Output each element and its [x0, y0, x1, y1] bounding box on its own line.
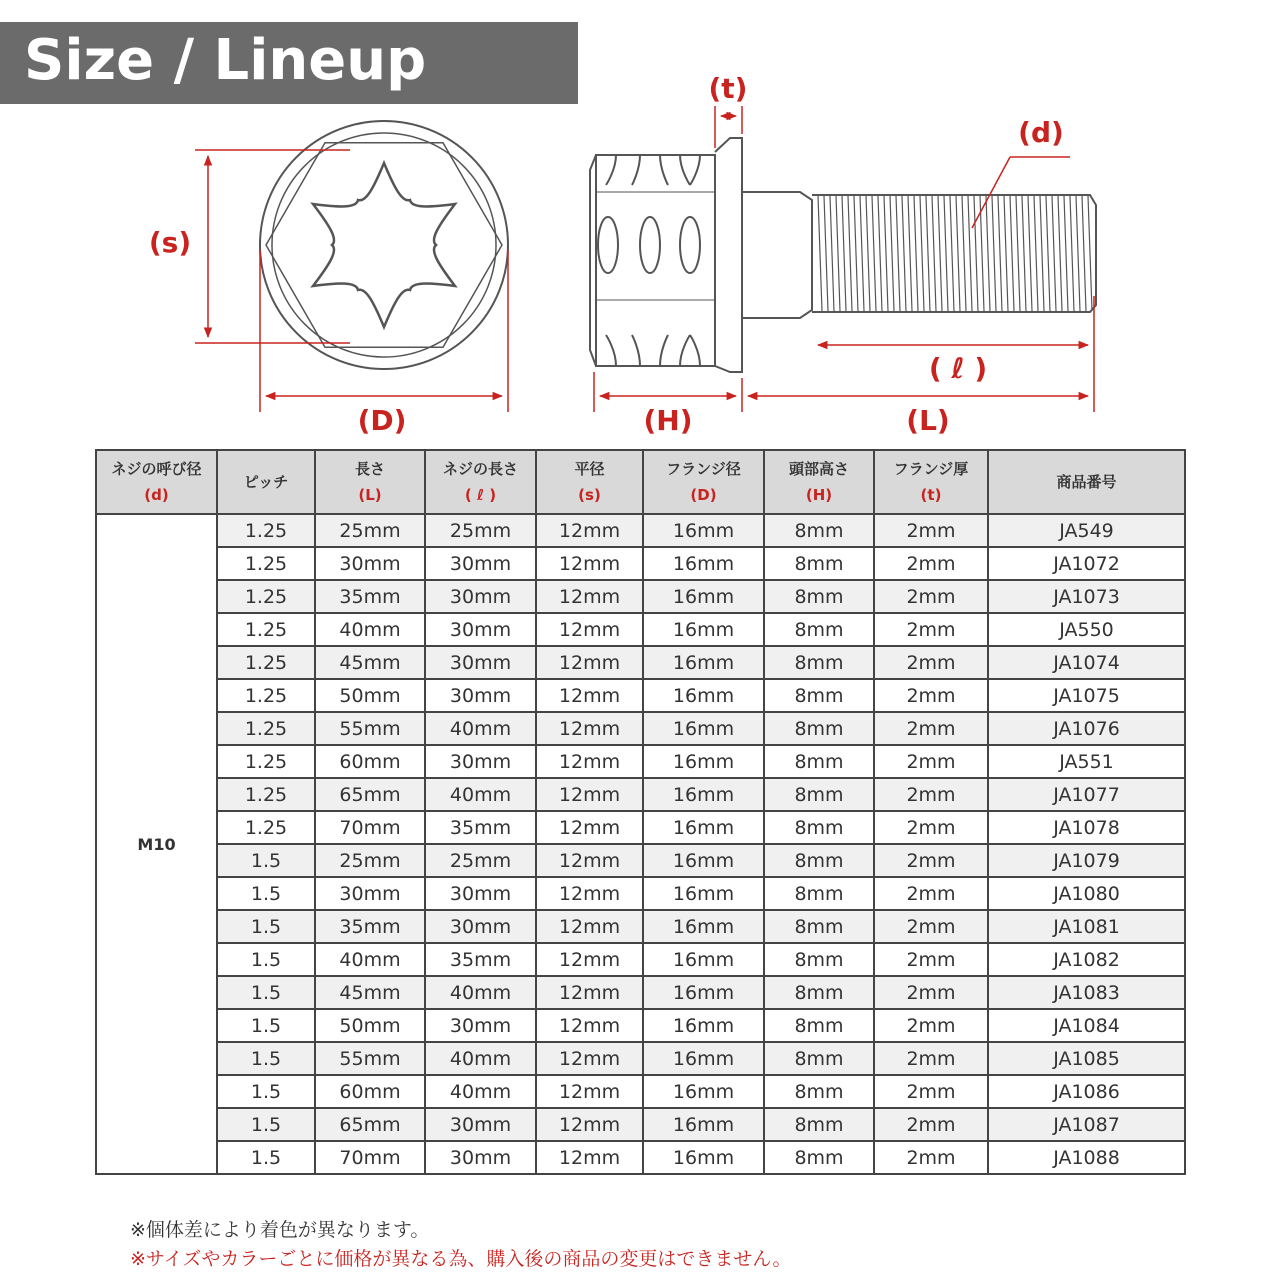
column-header-symbol: (t)	[920, 486, 942, 504]
table-cell: 16mm	[643, 547, 764, 580]
table-cell: 1.5	[217, 1042, 315, 1075]
table-cell: 12mm	[536, 811, 643, 844]
table-row	[96, 910, 1185, 943]
table-row	[96, 1108, 1185, 1141]
d-label: (d)	[1018, 116, 1064, 149]
bolt-side-view	[590, 138, 1096, 372]
table-cell: 1.5	[217, 1075, 315, 1108]
table-cell: 2mm	[874, 679, 988, 712]
note-color-variation: ※個体差により着色が異なります。	[130, 1219, 430, 1241]
table-cell: 12mm	[536, 778, 643, 811]
table-cell: 30mm	[425, 679, 536, 712]
table-cell: 30mm	[425, 547, 536, 580]
table-cell: 1.25	[217, 712, 315, 745]
table-cell: JA1082	[988, 943, 1185, 976]
column-header-label: 長さ	[354, 460, 385, 478]
table-row	[96, 811, 1185, 844]
table-row	[96, 514, 1185, 547]
table-cell: 70mm	[315, 811, 425, 844]
table-cell: 8mm	[764, 646, 874, 679]
table-cell: 55mm	[315, 1042, 425, 1075]
table-cell: JA1075	[988, 679, 1185, 712]
table-cell: 8mm	[764, 778, 874, 811]
table-cell: 8mm	[764, 547, 874, 580]
table-cell: 8mm	[764, 613, 874, 646]
table-row	[96, 745, 1185, 778]
table-cell: 8mm	[764, 976, 874, 1009]
column-header-label: 頭部高さ	[788, 460, 849, 478]
table-cell: 35mm	[315, 910, 425, 943]
table-cell: 12mm	[536, 1075, 643, 1108]
spec-table	[95, 449, 1186, 1175]
table-cell: 2mm	[874, 646, 988, 679]
s-label: (s)	[148, 226, 192, 259]
table-cell: 12mm	[536, 943, 643, 976]
table-cell: 1.5	[217, 1009, 315, 1042]
column-header-label: フランジ径	[666, 460, 741, 478]
table-cell: 2mm	[874, 514, 988, 547]
table-cell: JA1088	[988, 1141, 1185, 1174]
table-cell: 8mm	[764, 712, 874, 745]
column-header-symbol: ( ℓ )	[464, 486, 497, 504]
table-cell: JA1083	[988, 976, 1185, 1009]
column-header-symbol: (d)	[144, 486, 169, 504]
table-row	[96, 1009, 1185, 1042]
table-cell: 2mm	[874, 745, 988, 778]
table-cell: 30mm	[425, 745, 536, 778]
table-cell: 1.25	[217, 646, 315, 679]
table-cell: 2mm	[874, 1075, 988, 1108]
table-cell: 12mm	[536, 1042, 643, 1075]
table-cell: 60mm	[315, 1075, 425, 1108]
table-cell: 16mm	[643, 580, 764, 613]
table-row	[96, 1042, 1185, 1075]
table-cell: JA1080	[988, 877, 1185, 910]
table-cell: 8mm	[764, 1042, 874, 1075]
table-cell: 30mm	[425, 1141, 536, 1174]
table-cell: 65mm	[315, 1108, 425, 1141]
column-header-label: ネジの長さ	[442, 460, 518, 478]
table-cell: JA1079	[988, 844, 1185, 877]
table-cell: 16mm	[643, 613, 764, 646]
column-header-symbol: (D)	[690, 486, 717, 504]
table-cell: 16mm	[643, 877, 764, 910]
table-cell: 12mm	[536, 514, 643, 547]
L-label: (L)	[906, 404, 950, 437]
table-cell: 16mm	[643, 679, 764, 712]
table-cell: 2mm	[874, 613, 988, 646]
table-cell: 12mm	[536, 877, 643, 910]
table-cell: JA549	[988, 514, 1185, 547]
table-cell: 16mm	[643, 1108, 764, 1141]
bolt-top-view	[260, 121, 508, 369]
table-cell: 65mm	[315, 778, 425, 811]
table-row	[96, 646, 1185, 679]
table-cell: 30mm	[425, 613, 536, 646]
table-cell: 1.5	[217, 877, 315, 910]
table-cell: 16mm	[643, 976, 764, 1009]
table-cell: 30mm	[425, 1009, 536, 1042]
table-cell: 8mm	[764, 910, 874, 943]
table-row	[96, 976, 1185, 1009]
table-cell: 25mm	[425, 844, 536, 877]
table-cell: 2mm	[874, 910, 988, 943]
table-row	[96, 613, 1185, 646]
notes	[130, 1216, 792, 1274]
table-cell: 1.5	[217, 910, 315, 943]
table-cell: 1.25	[217, 778, 315, 811]
table-cell: JA1084	[988, 1009, 1185, 1042]
table-cell: 12mm	[536, 679, 643, 712]
table-row	[96, 547, 1185, 580]
table-cell: 50mm	[315, 1009, 425, 1042]
table-cell: 40mm	[425, 1075, 536, 1108]
table-cell: 8mm	[764, 943, 874, 976]
table-cell: 70mm	[315, 1141, 425, 1174]
t-dimension	[715, 106, 742, 148]
table-cell: 16mm	[643, 514, 764, 547]
table-cell: JA551	[988, 745, 1185, 778]
table-cell: 12mm	[536, 1108, 643, 1141]
table-cell: JA1086	[988, 1075, 1185, 1108]
table-cell: 16mm	[643, 778, 764, 811]
table-row	[96, 580, 1185, 613]
table-cell: 1.5	[217, 976, 315, 1009]
table-cell: 8mm	[764, 745, 874, 778]
table-row	[96, 877, 1185, 910]
table-cell: 2mm	[874, 943, 988, 976]
table-cell: 40mm	[315, 943, 425, 976]
note-no-exchange: ※サイズやカラーごとに価格が異なる為、購入後の商品の変更はできません。	[130, 1248, 792, 1270]
column-header-label: フランジ厚	[893, 460, 969, 478]
table-row	[96, 844, 1185, 877]
L-dimension	[748, 296, 1094, 412]
table-cell: 1.25	[217, 514, 315, 547]
table-cell: 35mm	[425, 943, 536, 976]
page-title: Size / Lineup	[24, 28, 427, 93]
table-cell: 2mm	[874, 844, 988, 877]
table-cell: 12mm	[536, 613, 643, 646]
table-cell: 30mm	[425, 910, 536, 943]
table-cell: 40mm	[425, 778, 536, 811]
table-cell: 16mm	[643, 712, 764, 745]
H-label: (H)	[643, 404, 693, 437]
table-cell: 2mm	[874, 1141, 988, 1174]
table-cell: 45mm	[315, 646, 425, 679]
table-cell: 8mm	[764, 1009, 874, 1042]
table-cell: JA1087	[988, 1108, 1185, 1141]
table-cell: 2mm	[874, 877, 988, 910]
table-cell: JA1076	[988, 712, 1185, 745]
table-cell: 40mm	[425, 976, 536, 1009]
column-header-label: ネジの呼び径	[111, 460, 202, 478]
table-row	[96, 943, 1185, 976]
table-cell: 30mm	[425, 646, 536, 679]
table-cell: 30mm	[425, 1108, 536, 1141]
table-cell: 12mm	[536, 547, 643, 580]
table-cell: 1.5	[217, 1108, 315, 1141]
column-header	[643, 450, 764, 514]
table-cell: 50mm	[315, 679, 425, 712]
table-cell: JA1081	[988, 910, 1185, 943]
l-label: ( ℓ )	[928, 352, 988, 385]
table-cell: 1.5	[217, 1141, 315, 1174]
table-cell: 30mm	[425, 580, 536, 613]
table-cell: 2mm	[874, 778, 988, 811]
column-header	[315, 450, 425, 514]
table-row	[96, 712, 1185, 745]
table-cell: 1.25	[217, 613, 315, 646]
table-cell: 12mm	[536, 712, 643, 745]
column-header	[874, 450, 988, 514]
column-header	[764, 450, 874, 514]
table-cell: 30mm	[315, 547, 425, 580]
table-cell: 1.25	[217, 811, 315, 844]
table-cell: JA1072	[988, 547, 1185, 580]
D-dimension	[260, 250, 508, 412]
table-cell: 1.5	[217, 844, 315, 877]
column-header	[96, 450, 217, 514]
table-cell: 35mm	[315, 580, 425, 613]
table-cell: 1.25	[217, 679, 315, 712]
table-cell: 2mm	[874, 1108, 988, 1141]
table-cell: 1.5	[217, 943, 315, 976]
table-cell: 12mm	[536, 910, 643, 943]
column-header	[217, 450, 315, 514]
table-cell: 8mm	[764, 844, 874, 877]
table-header-row	[96, 450, 1185, 514]
table-cell: 12mm	[536, 976, 643, 1009]
column-header-label: 平径	[574, 460, 605, 478]
table-cell: 16mm	[643, 844, 764, 877]
table-cell: 25mm	[425, 514, 536, 547]
table-cell: 12mm	[536, 844, 643, 877]
table-cell: 8mm	[764, 1108, 874, 1141]
table-cell: JA1073	[988, 580, 1185, 613]
table-row	[96, 778, 1185, 811]
table-cell: 35mm	[425, 811, 536, 844]
nominal-size-cell: M10	[96, 514, 217, 1174]
table-cell: 8mm	[764, 811, 874, 844]
table-row	[96, 1075, 1185, 1108]
D-label: (D)	[357, 404, 407, 437]
bolt-diagram	[0, 0, 1280, 445]
table-cell: 25mm	[315, 844, 425, 877]
table-cell: 12mm	[536, 580, 643, 613]
table-cell: 2mm	[874, 1042, 988, 1075]
table-cell: 40mm	[425, 1042, 536, 1075]
column-header-label: ピッチ	[243, 473, 289, 491]
table-cell: 1.25	[217, 547, 315, 580]
column-header-symbol: (H)	[805, 486, 833, 504]
table-cell: 8mm	[764, 580, 874, 613]
table-cell: 16mm	[643, 646, 764, 679]
table-cell: 25mm	[315, 514, 425, 547]
table-cell: 30mm	[315, 877, 425, 910]
table-cell: 8mm	[764, 679, 874, 712]
table-row	[96, 1141, 1185, 1174]
table-cell: 16mm	[643, 1042, 764, 1075]
table-cell: 1.25	[217, 580, 315, 613]
table-cell: 45mm	[315, 976, 425, 1009]
table-cell: 12mm	[536, 646, 643, 679]
table-cell: 2mm	[874, 580, 988, 613]
table-cell: 16mm	[643, 811, 764, 844]
table-cell: 16mm	[643, 943, 764, 976]
table-cell: JA1078	[988, 811, 1185, 844]
table-cell: JA550	[988, 613, 1185, 646]
column-header-symbol: (s)	[578, 486, 601, 504]
table-row	[96, 679, 1185, 712]
t-label: (t)	[708, 72, 748, 105]
table-cell: 16mm	[643, 910, 764, 943]
column-header-label: 商品番号	[1056, 473, 1117, 491]
table-cell: 30mm	[425, 877, 536, 910]
table-cell: 8mm	[764, 514, 874, 547]
table-cell: JA1085	[988, 1042, 1185, 1075]
table-cell: 8mm	[764, 1075, 874, 1108]
column-header	[425, 450, 536, 514]
table-cell: JA1077	[988, 778, 1185, 811]
table-cell: 12mm	[536, 1141, 643, 1174]
table-cell: 2mm	[874, 712, 988, 745]
table-cell: 16mm	[643, 1075, 764, 1108]
table-cell: 55mm	[315, 712, 425, 745]
table-cell: JA1074	[988, 646, 1185, 679]
table-cell: 12mm	[536, 1009, 643, 1042]
table-cell: 2mm	[874, 547, 988, 580]
column-header	[988, 450, 1185, 514]
table-cell: 8mm	[764, 877, 874, 910]
column-header	[536, 450, 643, 514]
column-header-symbol: (L)	[358, 486, 382, 504]
table-cell: 2mm	[874, 976, 988, 1009]
table-cell: 40mm	[315, 613, 425, 646]
table-cell: 2mm	[874, 811, 988, 844]
table-cell: 60mm	[315, 745, 425, 778]
table-cell: 1.25	[217, 745, 315, 778]
table-cell: 8mm	[764, 1141, 874, 1174]
table-cell: 2mm	[874, 1009, 988, 1042]
table-cell: 16mm	[643, 1141, 764, 1174]
table-cell: 40mm	[425, 712, 536, 745]
table-cell: 16mm	[643, 1009, 764, 1042]
table-cell: 12mm	[536, 745, 643, 778]
table-cell: 16mm	[643, 745, 764, 778]
